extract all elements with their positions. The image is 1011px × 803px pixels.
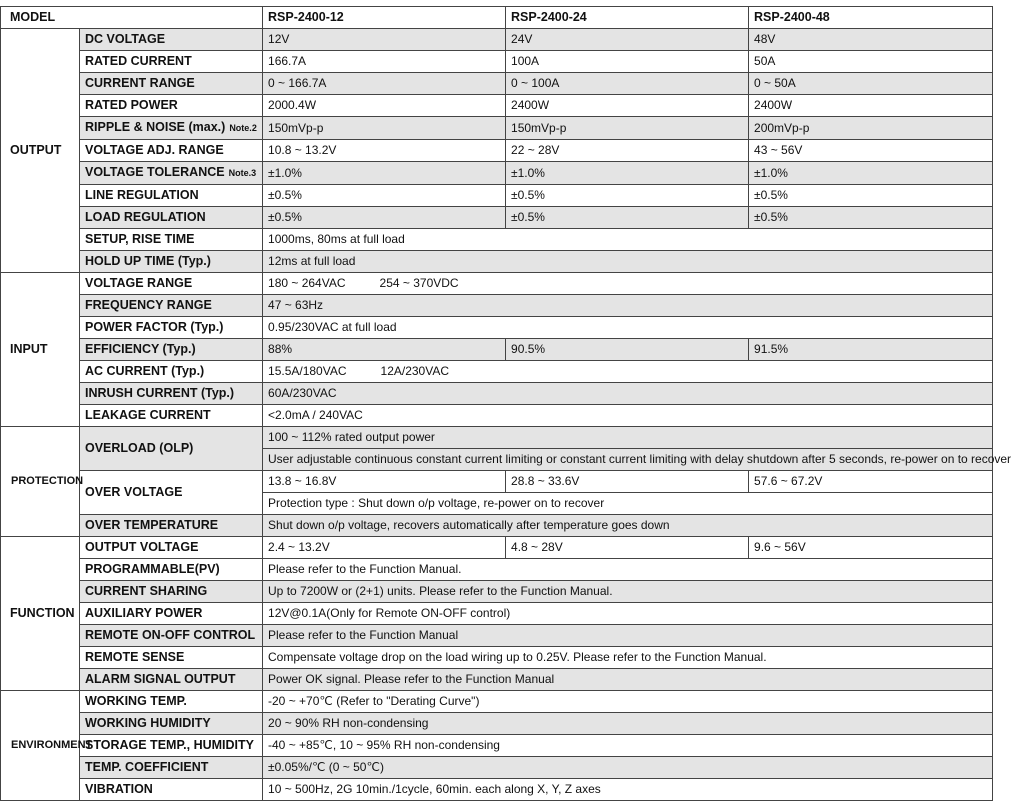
spec-value: 2000.4W [263, 95, 506, 117]
spec-value: ±0.5% [263, 207, 506, 229]
spec-value: 43 ~ 56V [749, 140, 993, 162]
table-row [1, 361, 993, 383]
table-row [1, 515, 993, 537]
table-row [1, 73, 993, 95]
category-environment: ENVIRONMENT [1, 691, 80, 801]
spec-value: 100 ~ 112% rated output power [263, 427, 993, 449]
category-output: OUTPUT [1, 29, 80, 273]
param-label: CURRENT RANGE [80, 73, 263, 95]
table-row [1, 537, 993, 559]
param-label: LOAD REGULATION [80, 207, 263, 229]
spec-value: 60A/230VAC [263, 383, 993, 405]
spec-value [263, 273, 993, 295]
param-label: INRUSH CURRENT (Typ.) [80, 383, 263, 405]
spec-value-part: 254 ~ 370VDC [379, 276, 459, 290]
spec-value: Protection type : Shut down o/p voltage, re-power on to recover [263, 493, 993, 515]
spec-value: ±0.5% [749, 207, 993, 229]
param-label: AUXILIARY POWER [80, 603, 263, 625]
spec-value: 166.7A [263, 51, 506, 73]
spec-value: 200mVp-p [749, 117, 993, 140]
param-label: SETUP, RISE TIME [80, 229, 263, 251]
spec-value: 10.8 ~ 13.2V [263, 140, 506, 162]
param-label: HOLD UP TIME (Typ.) [80, 251, 263, 273]
param-label: OVERLOAD (OLP) [80, 427, 263, 471]
spec-value: 47 ~ 63Hz [263, 295, 993, 317]
param-label: REMOTE SENSE [80, 647, 263, 669]
table-row [1, 779, 993, 801]
table-row [1, 669, 993, 691]
table-row [1, 95, 993, 117]
spec-value: 2.4 ~ 13.2V [263, 537, 506, 559]
spec-value: -40 ~ +85℃, 10 ~ 95% RH non-condensing [263, 735, 993, 757]
param-label: LEAKAGE CURRENT [80, 405, 263, 427]
spec-value: 13.8 ~ 16.8V [263, 471, 506, 493]
table-row [1, 559, 993, 581]
param-label: OVER VOLTAGE [80, 471, 263, 515]
note-ref: Note.2 [229, 123, 257, 133]
model-header: MODEL [1, 7, 263, 29]
param-label: WORKING HUMIDITY [80, 713, 263, 735]
spec-value: 28.8 ~ 33.6V [506, 471, 749, 493]
table-row [1, 162, 993, 185]
table-row [1, 29, 993, 51]
spec-value: ±0.5% [506, 207, 749, 229]
spec-value: ±1.0% [263, 162, 506, 185]
param-label: WORKING TEMP. [80, 691, 263, 713]
table-row [1, 581, 993, 603]
spec-value: 4.8 ~ 28V [506, 537, 749, 559]
spec-value: 24V [506, 29, 749, 51]
spec-value: 2400W [749, 95, 993, 117]
spec-table [0, 6, 1011, 801]
spec-value: 57.6 ~ 67.2V [749, 471, 993, 493]
spec-value: 0 ~ 50A [749, 73, 993, 95]
param-label: TEMP. COEFFICIENT [80, 757, 263, 779]
param-label: DC VOLTAGE [80, 29, 263, 51]
table-row [1, 117, 993, 140]
table-row [1, 273, 993, 295]
spec-value: ±1.0% [506, 162, 749, 185]
table-row [1, 625, 993, 647]
spec-value: 150mVp-p [506, 117, 749, 140]
table-row [1, 713, 993, 735]
spec-value-part: 15.5A/180VAC [268, 364, 347, 378]
param-label: CURRENT SHARING [80, 581, 263, 603]
table-row [1, 647, 993, 669]
spec-value: 91.5% [749, 339, 993, 361]
category-protection: PROTECTION [1, 427, 80, 537]
spec-value: User adjustable continuous constant current limiting or constant current limiting with delay shutdown after 5 seconds, re-power on to recover [263, 449, 993, 471]
param-label: POWER FACTOR (Typ.) [80, 317, 263, 339]
table-row [1, 405, 993, 427]
spec-value: Up to 7200W or (2+1) units. Please refer to the Function Manual. [263, 581, 993, 603]
spec-value: Please refer to the Function Manual. [263, 559, 993, 581]
spec-value: 2400W [506, 95, 749, 117]
spec-value-part: 12A/230VAC [380, 364, 450, 378]
table-row [1, 251, 993, 273]
spec-value: 0 ~ 100A [506, 73, 749, 95]
param-label: AC CURRENT (Typ.) [80, 361, 263, 383]
spec-value-part: 180 ~ 264VAC [268, 276, 346, 290]
spec-value: 48V [749, 29, 993, 51]
table-row [1, 427, 993, 449]
param-label: OUTPUT VOLTAGE [80, 537, 263, 559]
spec-value: 22 ~ 28V [506, 140, 749, 162]
table-row [1, 735, 993, 757]
spec-value: Compensate voltage drop on the load wiring up to 0.25V. Please refer to the Function Manual. [263, 647, 993, 669]
spec-value: 9.6 ~ 56V [749, 537, 993, 559]
model-48: RSP-2400-48 [749, 7, 993, 29]
spec-value: 88% [263, 339, 506, 361]
spec-value: 50A [749, 51, 993, 73]
table-row [1, 691, 993, 713]
param-label: OVER TEMPERATURE [80, 515, 263, 537]
spec-value: ±0.5% [749, 185, 993, 207]
table-row [1, 207, 993, 229]
spec-value: Shut down o/p voltage, recovers automatically after temperature goes down [263, 515, 993, 537]
spec-value: ±0.05%/℃ (0 ~ 50℃) [263, 757, 993, 779]
table-row [1, 317, 993, 339]
category-input: INPUT [1, 273, 80, 427]
param-label: LINE REGULATION [80, 185, 263, 207]
table-row [1, 603, 993, 625]
table-row [1, 471, 993, 493]
param-label: VIBRATION [80, 779, 263, 801]
spec-value: ±1.0% [749, 162, 993, 185]
spec-value: 20 ~ 90% RH non-condensing [263, 713, 993, 735]
table-row [1, 140, 993, 162]
table-row [1, 383, 993, 405]
param-label: REMOTE ON-OFF CONTROL [80, 625, 263, 647]
spec-value [263, 361, 993, 383]
spec-value: ±0.5% [263, 185, 506, 207]
spec-value: 0 ~ 166.7A [263, 73, 506, 95]
param-label: PROGRAMMABLE(PV) [80, 559, 263, 581]
param-label: VOLTAGE RANGE [80, 273, 263, 295]
table-row [1, 185, 993, 207]
param-label: RATED POWER [80, 95, 263, 117]
spec-value: 12ms at full load [263, 251, 993, 273]
spec-value: 10 ~ 500Hz, 2G 10min./1cycle, 60min. each along X, Y, Z axes [263, 779, 993, 801]
param-text: VOLTAGE TOLERANCE [85, 165, 225, 179]
spec-value: 100A [506, 51, 749, 73]
param-label: ALARM SIGNAL OUTPUT [80, 669, 263, 691]
spec-value: 12V [263, 29, 506, 51]
spec-value: Please refer to the Function Manual [263, 625, 993, 647]
spec-value: Power OK signal. Please refer to the Function Manual [263, 669, 993, 691]
spec-value: <2.0mA / 240VAC [263, 405, 993, 427]
table-row [1, 51, 993, 73]
param-label: FREQUENCY RANGE [80, 295, 263, 317]
param-label: RATED CURRENT [80, 51, 263, 73]
param-label: STORAGE TEMP., HUMIDITY [80, 735, 263, 757]
table-header-row [1, 7, 993, 29]
category-function: FUNCTION [1, 537, 80, 691]
param-text: RIPPLE & NOISE (max.) [85, 120, 226, 134]
param-label: EFFICIENCY (Typ.) [80, 339, 263, 361]
note-ref: Note.3 [228, 168, 257, 178]
spec-value: 90.5% [506, 339, 749, 361]
table-row [1, 757, 993, 779]
spec-value: 150mVp-p [263, 117, 506, 140]
param-label [80, 162, 263, 185]
param-label: VOLTAGE ADJ. RANGE [80, 140, 263, 162]
spec-value: -20 ~ +70℃ (Refer to "Derating Curve") [263, 691, 993, 713]
spec-value: 12V@0.1A(Only for Remote ON-OFF control) [263, 603, 993, 625]
spec-value: 0.95/230VAC at full load [263, 317, 993, 339]
spec-value: 1000ms, 80ms at full load [263, 229, 993, 251]
model-12: RSP-2400-12 [263, 7, 506, 29]
param-label [80, 117, 263, 140]
model-24: RSP-2400-24 [506, 7, 749, 29]
table-row [1, 339, 993, 361]
table-row [1, 295, 993, 317]
table-row [1, 229, 993, 251]
spec-value: ±0.5% [506, 185, 749, 207]
